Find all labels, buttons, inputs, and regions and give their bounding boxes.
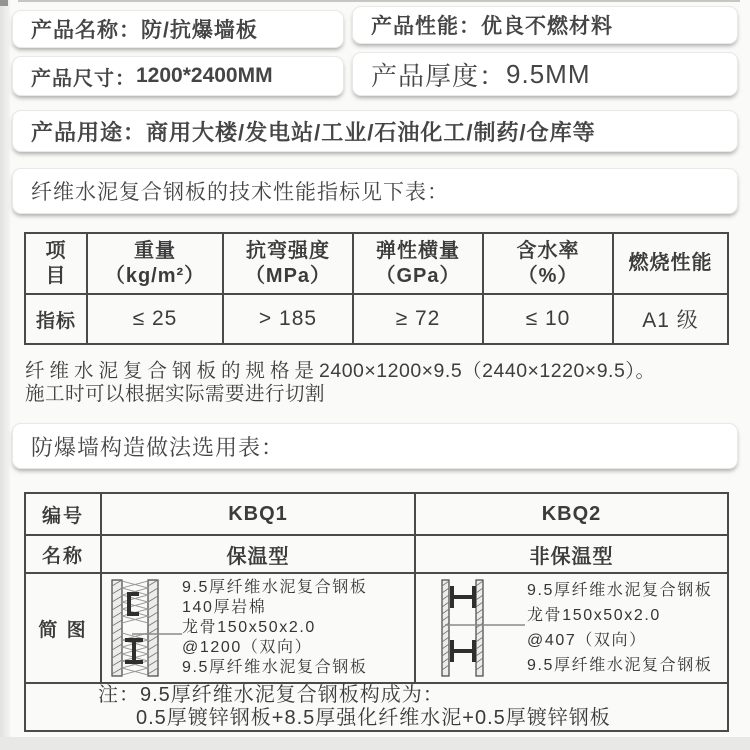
construction-code-row — [25, 493, 728, 535]
product-name-label: 产品名称： — [31, 19, 141, 42]
tech-value-elastic: ≥ 72 — [353, 294, 483, 344]
tech-header-moisture — [483, 233, 613, 294]
kbq1-label-outer-panel: 9.5厚纤维水泥复合钢板 — [182, 579, 368, 596]
tech-header-item-l2: 目 — [45, 264, 67, 287]
tech-value-fire: A1 级 — [613, 294, 728, 344]
kbq2-label-outer-panel: 9.5厚纤维水泥复合钢板 — [527, 582, 713, 599]
product-usage-value: 商用大楼/发电站/工业/石油化工/制药/仓库等 — [146, 119, 596, 145]
construction-rowlabel-diagram: 简 图 — [25, 573, 101, 683]
construction-note-row — [25, 683, 728, 731]
tech-header-weight — [87, 233, 223, 294]
product-thickness-card — [352, 52, 738, 96]
tech-header-bending-strength — [223, 233, 353, 294]
construction-title-text: 防爆墙构造做法选用表： — [31, 434, 285, 460]
construction-note-cell — [25, 683, 728, 731]
product-name-value: 防/抗爆墙板 — [141, 19, 258, 42]
construction-diagram-kbq2-cell — [415, 573, 728, 683]
tech-row-label: 指标 — [25, 294, 87, 344]
tech-header-moisture-l2: （%） — [517, 264, 579, 287]
product-usage-card — [12, 110, 738, 152]
product-thickness-value: 9.5MM — [506, 58, 591, 89]
construction-rowlabel-name: 名称 — [25, 535, 101, 573]
kbq2-noninsulated-wall-section-diagram — [432, 578, 527, 678]
spec-paragraph — [25, 360, 740, 406]
spec-intro-text: 纤维水泥复合钢板的规格是 — [25, 360, 320, 382]
tech-value-bending: > 185 — [223, 294, 353, 344]
tech-header-weight-l2: （kg/m²） — [104, 264, 206, 287]
product-size-label: 产品尺寸： — [31, 67, 136, 90]
tech-header-item-l1: 项 — [45, 240, 67, 263]
tech-header-weight-l1: 重量 — [134, 240, 176, 263]
tech-value-moisture: ≤ 10 — [483, 294, 613, 344]
construction-table — [24, 492, 729, 732]
page-edge-bottom — [0, 737, 750, 750]
product-size-card — [12, 56, 344, 96]
construction-name-kbq1: 保温型 — [101, 535, 415, 573]
kbq1-insulated-wall-section-diagram — [104, 578, 182, 678]
kbq1-label-stud: 龙骨150x50x2.0 — [182, 619, 316, 636]
tech-header-bending-l2: （MPa） — [244, 264, 332, 287]
page-edge-left — [0, 0, 10, 750]
product-performance-label: 产品性能： — [371, 15, 481, 38]
kbq1-label-rockwool: 140厚岩棉 — [182, 599, 267, 616]
construction-title-card — [12, 423, 738, 469]
kbq2-diagram-labels — [527, 578, 712, 678]
kbq1-label-spacing: @1200（双向） — [182, 639, 313, 656]
construction-code-kbq1: KBQ1 — [101, 493, 415, 535]
product-thickness-label: 产品厚度： — [371, 60, 507, 91]
tech-header-fire-l1: 燃烧性能 — [628, 252, 713, 275]
tech-header-elastic-l1: 弹性横量 — [376, 240, 460, 263]
tech-header-elastic-modulus — [353, 233, 483, 294]
tech-intro-text: 纤维水泥复合钢板的技术性能指标见下表： — [31, 181, 449, 204]
page-corner-artifact — [0, 0, 8, 6]
tech-header-bending-l1: 抗弯强度 — [246, 240, 330, 263]
kbq2-label-spacing: @407（双向） — [527, 632, 647, 649]
spec-dimensions-text: 2400×1200×9.5（2440×1220×9.5）。 — [319, 360, 656, 382]
tech-table-header-row — [25, 233, 728, 294]
kbq1-label-inner-panel: 9.5厚纤维水泥复合钢板 — [182, 659, 368, 676]
product-performance-value: 优良不燃材料 — [481, 15, 613, 38]
construction-note-line2: 0.5厚镀锌钢板+8.5厚强化纤维水泥+0.5厚镀锌钢板 — [136, 707, 611, 729]
spec-paragraph-line2: 施工时可以根据实际需要进行切割 — [25, 383, 326, 405]
product-name-card — [12, 10, 344, 48]
product-usage-label: 产品用途： — [31, 119, 147, 145]
tech-header-moisture-l1: 含水率 — [516, 240, 580, 263]
page-edge-topline — [18, 0, 740, 2]
tech-header-item — [25, 233, 87, 294]
construction-name-row — [25, 535, 728, 573]
construction-diagram-kbq1-cell — [101, 573, 415, 683]
kbq1-diagram-labels — [182, 578, 367, 678]
construction-name-kbq2: 非保温型 — [415, 535, 728, 573]
construction-code-kbq2: KBQ2 — [415, 493, 728, 535]
tech-performance-table — [24, 232, 729, 345]
construction-note-line1: 注：9.5厚纤维水泥复合钢板构成为： — [98, 684, 444, 706]
tech-value-weight: ≤ 25 — [87, 294, 223, 344]
tech-table-value-row — [25, 294, 728, 344]
construction-diagram-row — [25, 573, 728, 683]
construction-rowlabel-code: 编号 — [25, 493, 101, 535]
product-performance-card — [352, 6, 738, 44]
kbq2-label-inner-panel: 9.5厚纤维水泥复合钢板 — [527, 657, 713, 674]
product-size-value: 1200*2400MM — [136, 64, 273, 87]
tech-header-fire-rating — [613, 233, 728, 294]
tech-intro-card — [12, 168, 738, 214]
kbq2-label-stud: 龙骨150x50x2.0 — [527, 607, 661, 624]
tech-header-elastic-l2: （GPa） — [375, 264, 461, 287]
spec-paragraph-line1 — [25, 360, 740, 383]
